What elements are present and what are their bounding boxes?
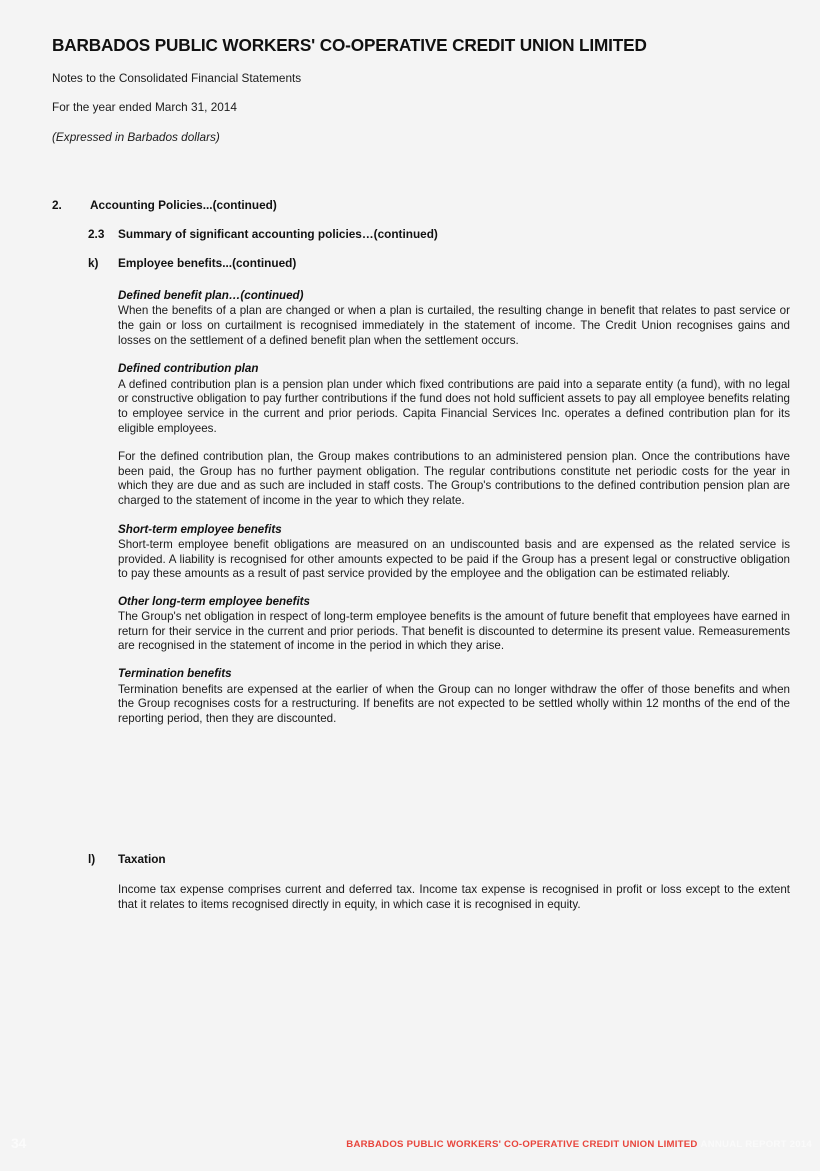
taxation-item-letter: l) xyxy=(88,852,96,866)
document-header xyxy=(52,36,792,145)
note-number: 2. xyxy=(52,198,62,212)
note-item-letter: k) xyxy=(88,256,99,270)
section-paragraph: Termination benefits are expensed at the earlier of when the Group can no longer withdraw the offer of those benefits and when the Group recognises costs for a restructuring. If benefits are not expected to be settled wholly within 12 months of the end of the reporting period, then they are discounted. xyxy=(118,682,790,725)
section-heading: Defined benefit plan…(continued) xyxy=(118,289,304,302)
section-paragraph: Income tax expense comprises current and deferred tax. Income tax expense is recognised in profit or loss except to the extent that it relates to items recognised directly in equity, in which case it is recognised in equity. xyxy=(118,883,790,911)
spacer xyxy=(118,509,790,523)
section-contribution-plan-continued xyxy=(118,450,790,508)
section-heading: Short-term employee benefits xyxy=(118,522,282,536)
note-heading-employee-benefits xyxy=(0,256,820,270)
section-termination-benefits xyxy=(118,667,790,726)
footer-brand-label: BARBADOS PUBLIC WORKERS' CO-OPERATIVE CREDIT UNION LIMITED xyxy=(346,1139,698,1150)
note-headings xyxy=(0,198,820,270)
section-taxation xyxy=(0,852,820,912)
note-sub-number: 2.3 xyxy=(88,227,105,241)
section-heading: Other long-term employee benefits xyxy=(118,594,310,608)
section-defined-contribution-plan xyxy=(118,362,790,436)
footer-report-label: ANNUAL REPORT 2014 xyxy=(700,1139,812,1150)
section-other-long-term-employee-benefits xyxy=(118,595,790,654)
section-heading: Defined contribution plan xyxy=(118,362,259,376)
page-number: 34 xyxy=(11,1135,26,1151)
footer-text xyxy=(346,1139,812,1150)
company-title: BARBADOS PUBLIC WORKERS' CO-OPERATIVE CREDIT UNION LIMITED xyxy=(52,35,647,55)
section-paragraph: A defined contribution plan is a pension plan under which fixed contributions are paid into a separate entity (a fund), with no legal or constructive obligation to pay further contributions if the fund does not hold sufficient assets to pay all employee benefits relating to employee service in the current and prior periods. Capita Financial Services Inc. operates a defined contribution plan for its eligible employees. xyxy=(118,377,790,435)
section-paragraph: Short-term employee benefit obligations are measured on an undiscounted basis and are expensed as the related service is provided. A liability is recognised for other amounts expected to be paid if the Group has a present legal or constructive obligation to pay these amounts as a result of past service provided by the employee and the obligation can be estimated reliably. xyxy=(118,537,790,581)
taxation-body xyxy=(118,883,790,912)
section-defined-benefit-plan xyxy=(118,289,790,348)
section-paragraph: When the benefits of a plan are changed or when a plan is curtailed, the resulting change in benefit that relates to past service or the gain or loss on curtailment is recognised immediately in the statement of income. The Credit Union recognises gains and losses on the settlement of a defined benefit plan when the settlement occurs. xyxy=(118,304,790,347)
spacer xyxy=(118,582,790,595)
document-subtitle: Notes to the Consolidated Financial Statements xyxy=(52,70,302,85)
taxation-item-title: Taxation xyxy=(118,852,166,866)
note-heading-taxation xyxy=(0,852,820,866)
note-sub-title: Summary of significant accounting policies…(continued) xyxy=(118,227,438,241)
note-heading-accounting-policies xyxy=(0,198,820,212)
note-item-title: Employee benefits...(continued) xyxy=(118,256,297,270)
note-body-content xyxy=(118,289,790,726)
spacer xyxy=(118,348,790,362)
note-heading-summary-policies xyxy=(0,227,820,241)
note-title: Accounting Policies...(continued) xyxy=(90,198,277,212)
spacer xyxy=(118,654,790,667)
section-paragraph: The Group's net obligation in respect of long-term employee benefits is the amount of future benefit that employees have earned in return for their service in the current and prior periods. That benefit is discounted to determine its present value. Remeasurements are recognised in the statement of income in the period in which they arise. xyxy=(118,610,790,653)
section-paragraph: For the defined contribution plan, the Group makes contributions to an administered pension plan. Once the contributions have been paid, the Group has no further payment obligation. The regular contributions constitute net periodic costs for the year in which they are due and as such are included in staff costs. The Group's contributions to the defined contribution pension plan are charged to the statement of income in the year to which they relate. xyxy=(118,450,790,507)
page-footer xyxy=(0,1133,820,1157)
currency-note: (Expressed in Barbados dollars) xyxy=(52,130,220,145)
spacer xyxy=(118,436,790,450)
reporting-period: For the year ended March 31, 2014 xyxy=(52,100,237,115)
section-heading: Termination benefits xyxy=(118,667,232,681)
section-short-term-employee-benefits xyxy=(118,523,790,582)
